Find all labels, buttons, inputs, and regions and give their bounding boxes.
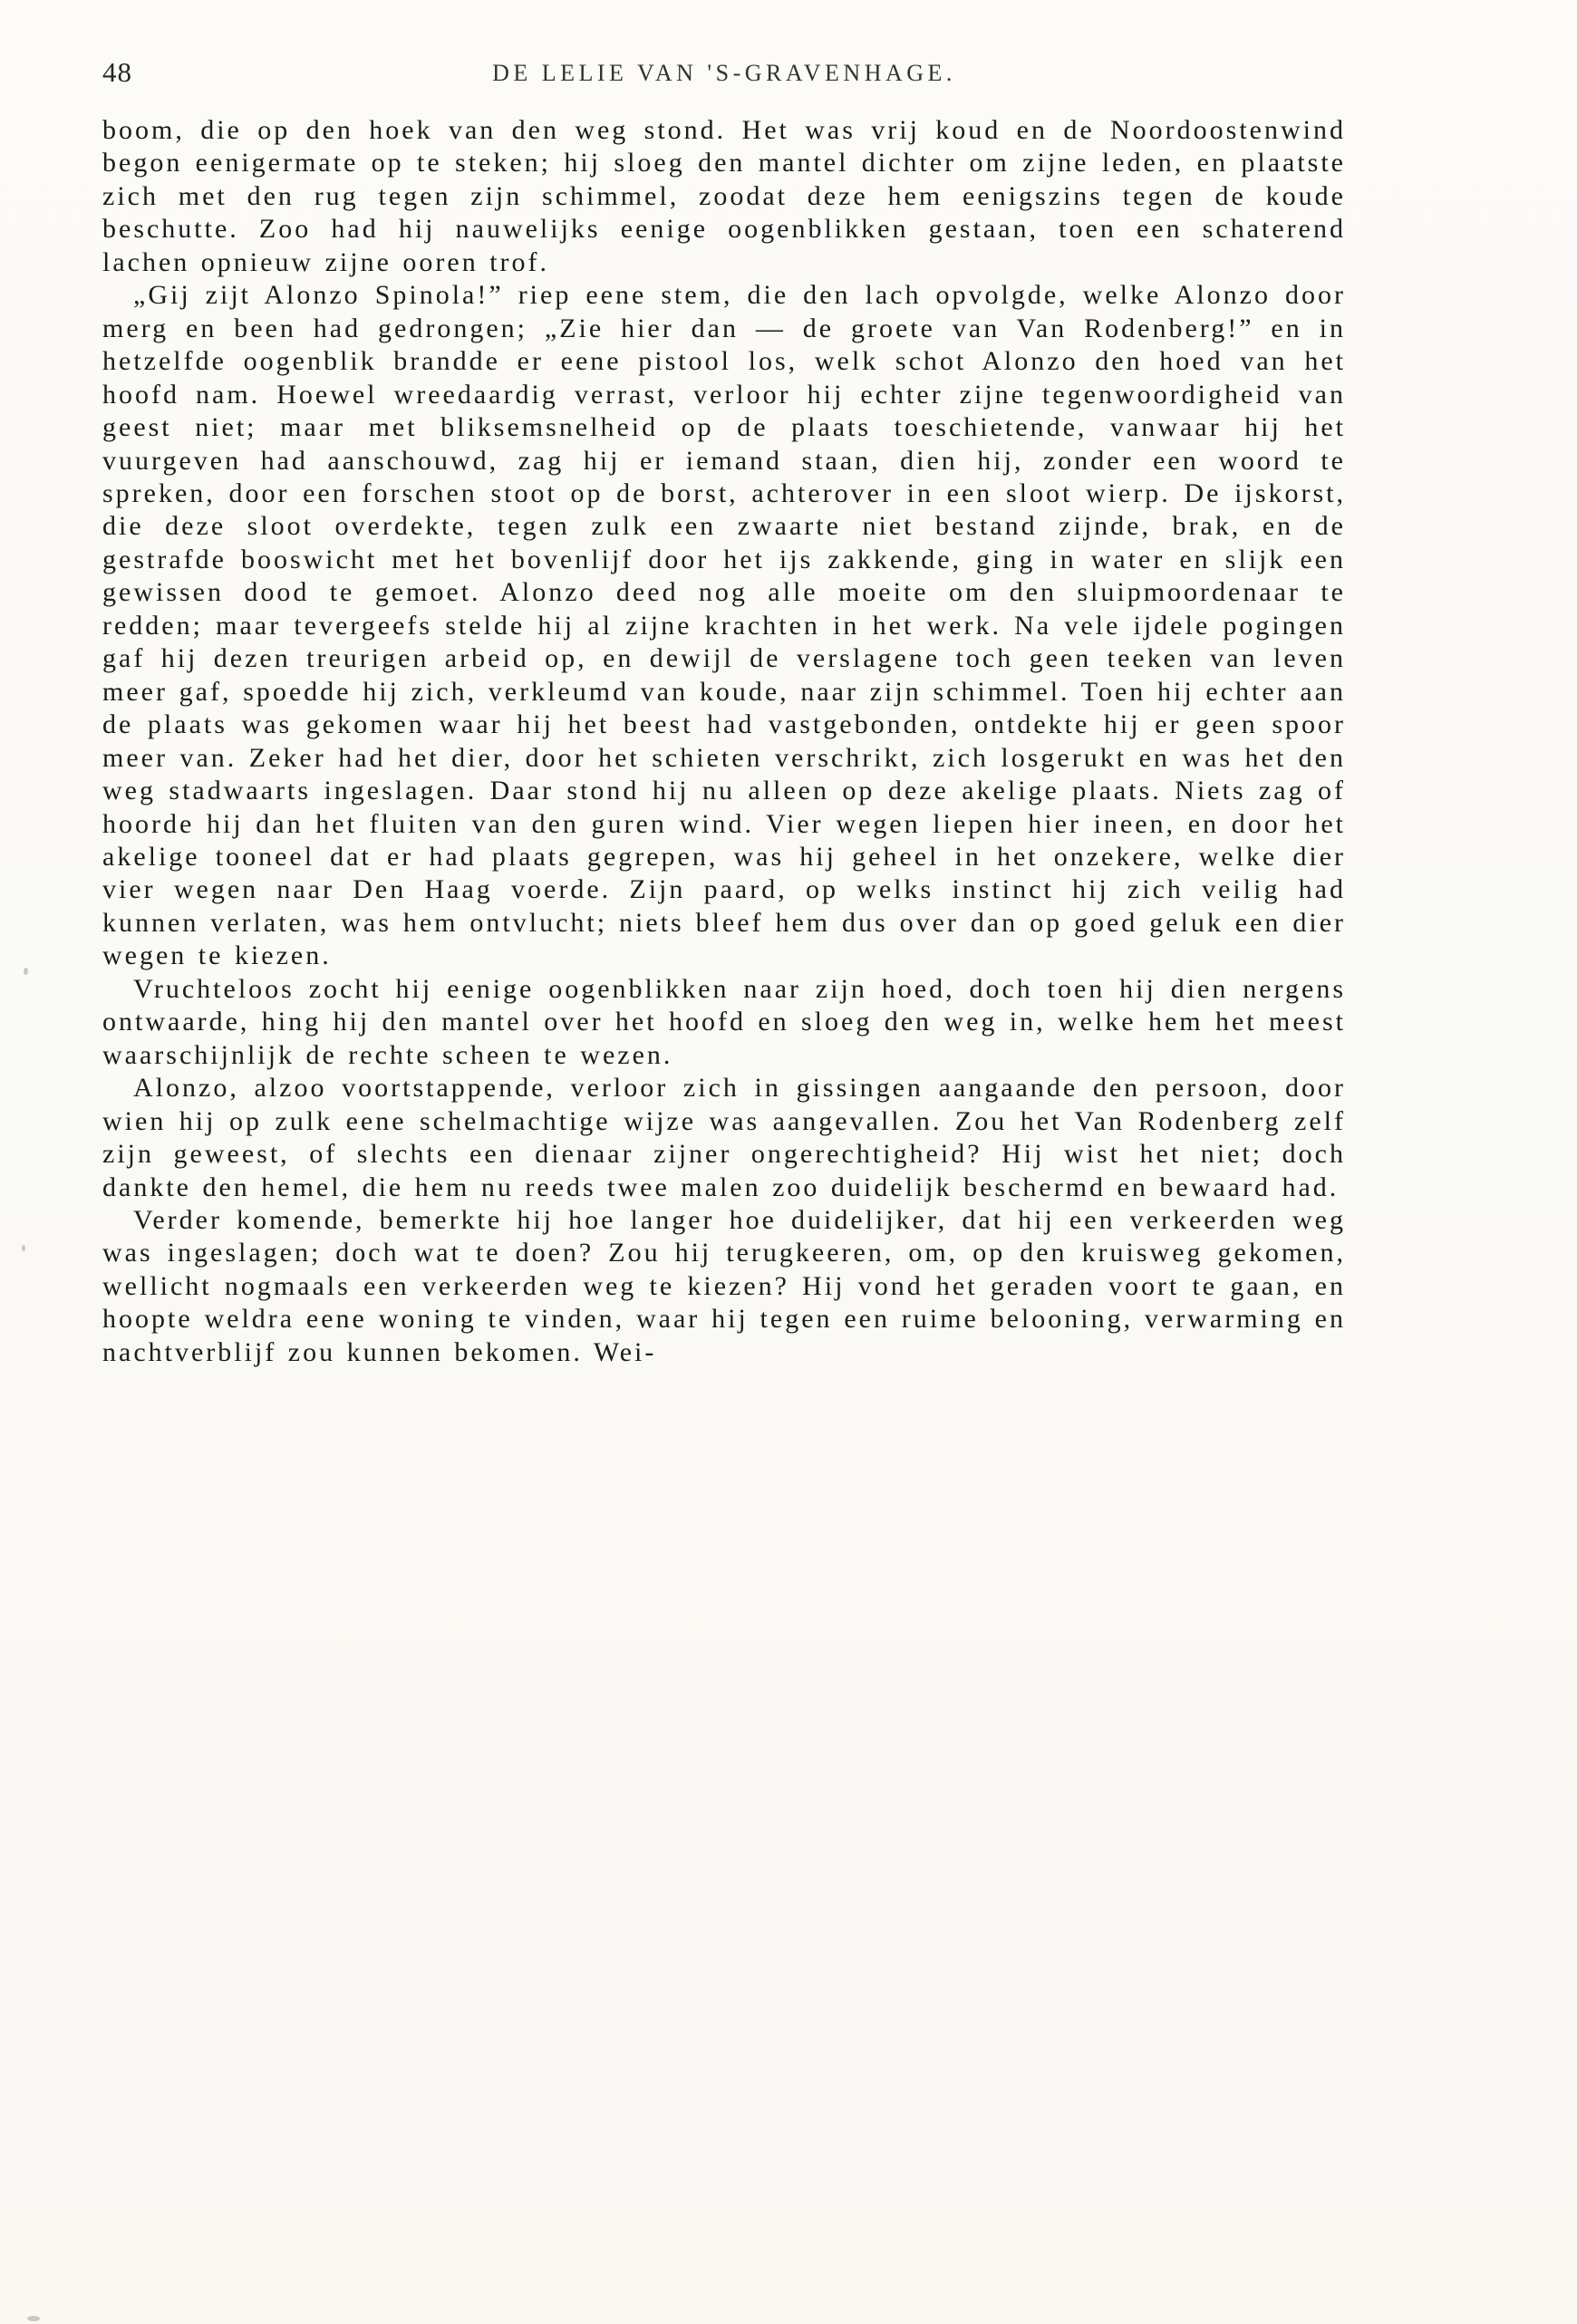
running-title: DE LELIE VAN 'S-GRAVENHAGE.	[492, 60, 956, 86]
scan-speck-icon	[24, 968, 28, 975]
scan-speck-icon	[27, 2316, 40, 2321]
paragraph-5: Verder komende, bemerkte hij hoe langer hoe duidelijker, dat hij een verkeerden weg was ingeslagen; doch wat te doen? Zou hij terugkeeren, om, op den kruisweg gekomen, wellicht nogmaals een verkeerden weg te kiezen? Hij vond het geraden voort te gaan, en hoopte weldra eene woning te vinden, waar hij tegen een ruime belooning, verwarming en nachtverblijf zou kunnen bekomen. Wei-	[102, 1204, 1346, 1367]
page-header	[102, 54, 1346, 92]
paragraph-1: boom, die op den hoek van den weg stond. Het was vrij koud en de Noordoostenwind begon eenigermate op te steken; hij sloeg den mantel dichter om zijne leden, en plaatste zich met den rug tegen zijn schimmel, zoodat deze hem eenigszins tegen de koude beschutte. Zoo had hij nauwelijks eenige oogenblikken gestaan, toen een schaterend lachen opnieuw zijne ooren trof.	[102, 115, 1346, 277]
paragraph-3: Vruchteloos zocht hij eenige oogenblikken naar zijn hoed, doch toen hij dien nergens ontwaarde, hing hij den mantel over het hoofd en sloeg den weg in, welke hem het meest waarschijnlijk de rechte scheen te wezen.	[102, 973, 1346, 1070]
paragraph-4: Alonzo, alzoo voortstappende, verloor zich in gissingen aangaande den persoon, door wien hij op zulk eene schelmachtige wijze was aangevallen. Zou het Van Rodenberg zelf zijn geweest, of slechts een dienaar zijner ongerechtigheid? Hij wist het niet; doch dankte den hemel, die hem nu reeds twee malen zoo duidelijk beschermd en bewaard had.	[102, 1073, 1346, 1202]
paragraph-2: „Gij zijt Alonzo Spinola!” riep eene stem, die den lach opvolgde, welke Alonzo door merg en been had gedrongen; „Zie hier dan — de groete van Van Rodenberg!” en in hetzelfde oogenblik brandde er eene pistool los, welk schot Alonzo den hoed van het hoofd nam. Hoewel wreedaardig verrast, verloor hij echter zijne tegenwoordigheid van geest niet; maar met bliksemsnelheid op de plaats toeschietende, vanwaar hij het vuurgeven had aanschouwd, zag hij er iemand staan, dien hij, zonder een woord te spreken, door een forschen stoot op de borst, achterover in een sloot wierp. De ijskorst, die deze sloot overdekte, tegen zulk een zwaarte niet bestand zijnde, brak, en de gestrafde booswicht met het bovenlijf door het ijs zakkende, ging in water en slijk een gewissen dood te gemoet. Alonzo deed nog alle moeite om den sluipmoordenaar te redden; maar tevergeefs stelde hij al zijne krachten in het werk. Na vele ijdele pogingen gaf hij dezen treurigen arbeid op, en dewijl de verslagene toch geen teeken van leven meer gaf, spoedde hij zich, verkleumd van koude, naar zijn schimmel. Toen hij echter aan de plaats was gekomen waar hij het beest had vastgebonden, ontdekte hij er geen spoor meer van. Zeker had het dier, door het schieten verschrikt, zich losgerukt en was het den weg stadwaarts ingeslagen. Daar stond hij nu alleen op deze akelige plaats. Niets zag of hoorde hij dan het fluiten van den guren wind. Vier wegen liepen hier ineen, en door het akelige tooneel dat er had plaats gegrepen, was hij geheel in het onzekere, welke dier vier wegen naar Den Haag voerde. Zijn paard, op welks instinct hij zich veilig had kunnen verlaten, was hem ontvlucht; niets bleef hem dus over dan op goed geluk een dier wegen te kiezen.	[102, 280, 1346, 971]
page-number: 48	[102, 56, 132, 88]
text-block	[102, 114, 1346, 1369]
scan-speck-icon	[22, 1245, 25, 1251]
